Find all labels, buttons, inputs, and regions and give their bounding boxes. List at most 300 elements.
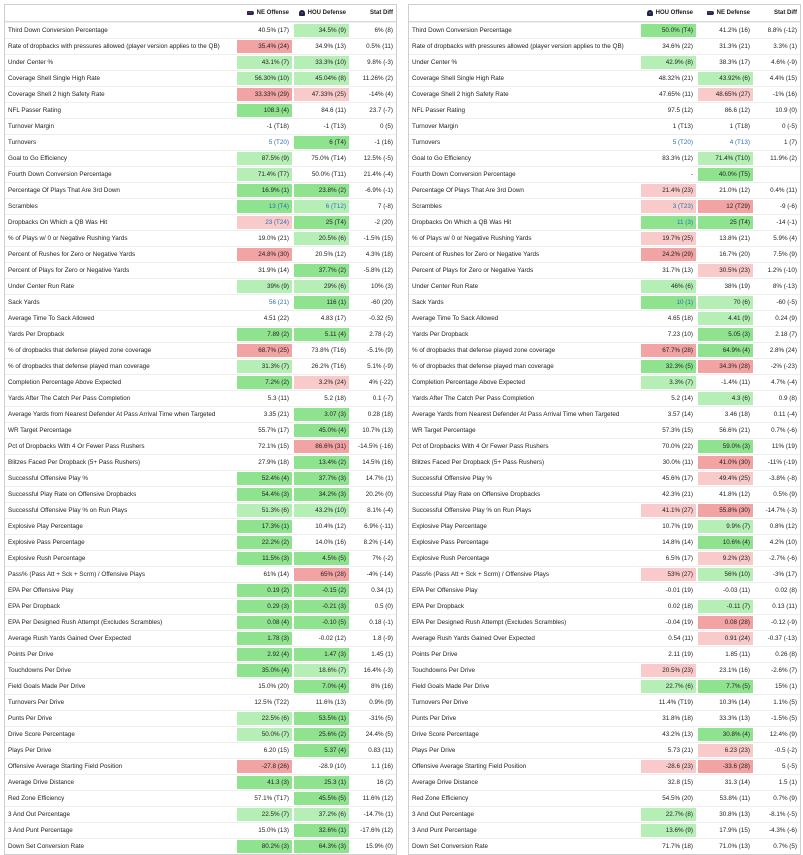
col1-value: 31.9% (14) xyxy=(258,267,289,274)
stat-label: Sack Yards xyxy=(412,299,444,306)
stat-label: Under Center % xyxy=(412,59,458,66)
table-row xyxy=(409,662,800,678)
header-col2[interactable] xyxy=(698,7,753,20)
col2-value: 30.8% (4) xyxy=(698,728,753,741)
stat-diff-value: 0.9 (8) xyxy=(778,395,797,402)
table-row xyxy=(409,390,800,406)
header-label-spacer xyxy=(409,7,641,20)
stat-label: Average Time To Sack Allowed xyxy=(8,315,95,322)
col1-value: 43.2% (13) xyxy=(662,731,693,738)
stat-label: EPA Per Designed Rush Attempt (Excludes Scrambles) xyxy=(412,619,567,626)
stat-diff-value: 10.9 (0) xyxy=(775,107,797,114)
stat-diff-value: -2% (-23) xyxy=(770,363,797,370)
stat-diff-value: -14.5% (-16) xyxy=(358,443,393,450)
patriots-logo-icon xyxy=(247,10,255,16)
table-row xyxy=(409,838,800,854)
table-row xyxy=(5,102,396,118)
stat-label: Average Rush Yards Gained Over Expected xyxy=(412,635,535,642)
table-row xyxy=(409,598,800,614)
table-row xyxy=(5,726,396,742)
col2-value: 64.9% (4) xyxy=(698,344,753,357)
stat-diff-value: -4% (-14) xyxy=(366,571,393,578)
col1-value: 5.2 (14) xyxy=(671,395,693,402)
col2-value: -28.9 (10) xyxy=(318,763,346,770)
header-col2[interactable] xyxy=(294,7,349,20)
stat-label: Third Down Conversion Percentage xyxy=(412,27,512,34)
stat-diff-value: 1 (7) xyxy=(784,139,797,146)
stat-diff-value: -0.5 (-2) xyxy=(774,747,797,754)
col2-value: 41.2% (16) xyxy=(719,27,750,34)
stat-label: 3 And Out Percentage xyxy=(8,811,70,818)
stat-diff-value: 11.6% (12) xyxy=(362,795,393,802)
col1-value: 27.9% (18) xyxy=(258,459,289,466)
col2-value: 4 (T13) xyxy=(729,139,750,146)
stat-diff-value: 2.18 (7) xyxy=(775,331,797,338)
table-row xyxy=(409,358,800,374)
col1-value: 46% (6) xyxy=(641,280,696,293)
stat-label: Down Set Conversion Rate xyxy=(8,843,84,850)
texans-logo-icon xyxy=(646,10,654,16)
texans-logo-icon xyxy=(298,10,306,16)
stat-diff-value: -6.9% (-1) xyxy=(365,187,393,194)
col1-value: 11.5% (3) xyxy=(237,552,292,565)
table-row xyxy=(5,230,396,246)
col2-value: 5.05 (3) xyxy=(698,328,753,341)
table-row xyxy=(5,742,396,758)
col1-value: 35.0% (4) xyxy=(237,664,292,677)
col1-value: -0.04 (19) xyxy=(665,619,693,626)
stat-diff-value: 1.8 (-9) xyxy=(372,635,393,642)
table-row xyxy=(5,502,396,518)
col2-value: 13.4% (2) xyxy=(294,456,349,469)
stat-label: Average Yards from Nearest Defender At Pass Arrival Time when Targeted xyxy=(412,411,620,418)
col2-value: 48.65% (27) xyxy=(698,88,753,101)
table-row xyxy=(5,518,396,534)
col1-value: 97.5 (12) xyxy=(667,107,693,114)
col1-value: 47.65% (11) xyxy=(659,91,693,98)
table-row xyxy=(409,758,800,774)
col2-value: 75.0% (T14) xyxy=(311,155,346,162)
stat-label: Average Drive Distance xyxy=(8,779,75,786)
col1-value: 5 (T20) xyxy=(672,139,693,146)
col2-value: 25 (T4) xyxy=(698,216,753,229)
stat-label: Fourth Down Conversion Percentage xyxy=(8,171,112,178)
header-col2-label: NE Defense xyxy=(716,9,750,16)
stat-label: Coverage Shell 2 high Safety Rate xyxy=(8,91,105,98)
stat-label: Scrambles xyxy=(412,203,442,210)
stat-diff-value: 3.3% (1) xyxy=(773,43,797,50)
col2-value: 84.6 (11) xyxy=(321,107,346,114)
stat-label: EPA Per Designed Rush Attempt (Excludes Scrambles) xyxy=(8,619,163,626)
stat-label: % of dropbacks that defense played man coverage xyxy=(8,363,150,370)
stat-diff-value: 0.4% (11) xyxy=(770,187,797,194)
table-row xyxy=(5,790,396,806)
table-row xyxy=(5,70,396,86)
stat-label: Red Zone Efficiency xyxy=(8,795,65,802)
col1-value: 35.4% (24) xyxy=(237,40,292,53)
stat-diff-value: 15% (1) xyxy=(774,683,797,690)
col1-value: 42.9% (8) xyxy=(641,56,696,69)
stat-label: Turnovers xyxy=(412,139,441,146)
stat-label: Yards After The Catch Per Pass Completion xyxy=(412,395,535,402)
stat-diff-value: 0.7% (5) xyxy=(773,843,797,850)
stat-diff-value: 4.6% (-9) xyxy=(771,59,797,66)
stat-label: Punts Per Drive xyxy=(412,715,457,722)
stat-diff-value: 1.5 (1) xyxy=(778,779,797,786)
table-header xyxy=(5,5,396,22)
stat-diff-value: 4.4% (15) xyxy=(769,75,797,82)
col1-value: 23 (T24) xyxy=(237,216,292,229)
col2-value: 55.8% (30) xyxy=(698,504,753,517)
stat-label: WR Target Percentage xyxy=(8,427,72,434)
col2-value: 21.0% (12) xyxy=(719,187,750,194)
stat-label: Explosive Play Percentage xyxy=(8,523,83,530)
stat-label: Percent of Rushes for Zero or Negative Yards xyxy=(8,251,136,258)
stat-diff-value: 0.8% (12) xyxy=(769,523,797,530)
col1-value: 13 (T4) xyxy=(237,200,292,213)
stat-label: Goal to Go Efficiency xyxy=(8,155,68,162)
table-row xyxy=(5,662,396,678)
stat-label: Coverage Shell 2 high Safety Rate xyxy=(412,91,509,98)
table-row xyxy=(5,214,396,230)
table-row xyxy=(5,582,396,598)
col2-value: 20.5% (12) xyxy=(315,251,346,258)
stat-label: Pass% (Pass Att + Sck + Scrm) / Offensive Plays xyxy=(8,571,146,578)
stat-label: Percent of Plays for Zero or Negative Yards xyxy=(412,267,534,274)
table-row xyxy=(5,278,396,294)
table-row xyxy=(5,166,396,182)
table-row xyxy=(5,54,396,70)
table-row xyxy=(5,806,396,822)
col1-value: 3.57 (14) xyxy=(667,411,693,418)
col1-value: 30.0% (11) xyxy=(662,459,693,466)
table-row xyxy=(409,86,800,102)
stat-diff-value: 10.7% (13) xyxy=(362,427,393,434)
stat-diff-value: 12.5% (-5) xyxy=(363,155,393,162)
stat-diff-value: -1 (16) xyxy=(374,139,393,146)
col1-value: 2.11 (19) xyxy=(668,651,693,658)
table-row xyxy=(409,70,800,86)
header-col1-label: HOU Offense xyxy=(655,9,693,16)
stat-label: Explosive Pass Percentage xyxy=(8,539,85,546)
col1-value: 57.3% (15) xyxy=(662,427,693,434)
col2-value: 32.6% (1) xyxy=(294,824,349,837)
stat-diff-value: 0.13 (11) xyxy=(772,603,797,610)
stat-diff-value: -31% (5) xyxy=(368,715,393,722)
stat-label: Turnovers Per Drive xyxy=(412,699,469,706)
col2-value: 23.1% (16) xyxy=(719,667,750,674)
col2-value: 56.6% (21) xyxy=(719,427,750,434)
col2-value: 59.0% (3) xyxy=(698,440,753,453)
col1-value: 7.2% (2) xyxy=(237,376,292,389)
table-row xyxy=(5,822,396,838)
stat-diff-value: 5 (-5) xyxy=(781,763,797,770)
stat-label: Successful Play Rate on Offensive Dropbacks xyxy=(412,491,541,498)
table-row xyxy=(5,374,396,390)
col2-value: 5.37 (4) xyxy=(294,744,349,757)
col2-value: 56% (10) xyxy=(698,568,753,581)
col1-value: 24.8% (30) xyxy=(237,248,292,261)
col2-value: 23.8% (2) xyxy=(294,184,349,197)
header-col1[interactable] xyxy=(237,7,292,20)
col1-value: -0.01 (19) xyxy=(665,587,693,594)
table-row xyxy=(409,22,800,38)
col2-value: 1.85 (11) xyxy=(725,651,750,658)
col1-value: 19.0% (21) xyxy=(258,235,289,242)
table-row xyxy=(409,454,800,470)
stat-label: Drive Score Percentage xyxy=(412,731,479,738)
stat-diff-value: 0.5 (0) xyxy=(374,603,393,610)
col2-value: 5.2 (18) xyxy=(324,395,346,402)
table-row xyxy=(409,614,800,630)
stat-label: Field Goals Made Per Drive xyxy=(8,683,86,690)
col1-value: 1.78 (3) xyxy=(237,632,292,645)
table-row xyxy=(409,422,800,438)
stat-diff-value: 1.1 (16) xyxy=(371,763,393,770)
stat-label: Rate of dropbacks with pressures allowed (player version applies to the QB) xyxy=(412,43,624,50)
col2-value: 6 (T4) xyxy=(294,136,349,149)
col1-value: 6.5% (17) xyxy=(665,555,693,562)
col1-value: 56.30% (10) xyxy=(237,72,292,85)
table-row xyxy=(409,326,800,342)
table-header xyxy=(409,5,800,22)
stat-diff-value: 7% (-2) xyxy=(372,555,393,562)
stat-diff-value: 16 (2) xyxy=(376,779,393,786)
stat-label: EPA Per Offensive Play xyxy=(8,587,74,594)
table-row xyxy=(409,166,800,182)
col2-value: 34.3% (28) xyxy=(698,360,753,373)
stat-label: 3 And Punt Percentage xyxy=(412,827,477,834)
stat-diff-value: -2 (20) xyxy=(374,219,393,226)
table-row xyxy=(409,502,800,518)
col2-value: 53.5% (1) xyxy=(294,712,349,725)
stat-diff-value: 9.8% (-3) xyxy=(367,59,393,66)
stat-label: Down Set Conversion Rate xyxy=(412,843,488,850)
header-col3[interactable] xyxy=(351,7,396,20)
col2-value: 13.8% (21) xyxy=(719,235,750,242)
stat-diff-value: 1.2% (-10) xyxy=(767,267,797,274)
col1-value: 0.54 (11) xyxy=(668,635,693,642)
stat-diff-value: 6% (8) xyxy=(374,27,393,34)
stat-diff-value: 12.4% (9) xyxy=(769,731,797,738)
col1-value: 22.5% (7) xyxy=(237,808,292,821)
col2-value: 37.2% (6) xyxy=(294,808,349,821)
stat-diff-value: 0.11 (-4) xyxy=(773,411,797,418)
col1-value: -28.6 (23) xyxy=(641,760,696,773)
col1-value: 3 (T23) xyxy=(641,200,696,213)
stat-diff-value: 2.8% (24) xyxy=(769,347,797,354)
table-row xyxy=(409,518,800,534)
col1-value: 71.7% (18) xyxy=(662,843,693,850)
table-row xyxy=(409,102,800,118)
stat-diff-value: 4.2% (10) xyxy=(769,539,797,546)
table-row xyxy=(5,198,396,214)
stat-label: Explosive Play Percentage xyxy=(412,523,487,530)
col2-value: 9.2% (23) xyxy=(698,552,753,565)
stat-diff-value: 6.9% (-11) xyxy=(364,523,393,530)
col2-value: 43.92% (6) xyxy=(698,72,753,85)
stat-label: Plays Per Drive xyxy=(412,747,456,754)
table-body xyxy=(409,22,800,854)
stat-diff-value: -14% (4) xyxy=(368,91,393,98)
stat-label: Offensive Average Starting Field Position xyxy=(412,763,527,770)
col1-value: 4.51 (22) xyxy=(263,315,289,322)
stat-label: % of dropbacks that defense played zone coverage xyxy=(412,347,556,354)
stat-label: Rate of dropbacks with pressures allowed (player version applies to the QB) xyxy=(8,43,220,50)
stat-diff-value: 15.9% (0) xyxy=(365,843,393,850)
col1-value: 61% (14) xyxy=(263,571,289,578)
stat-diff-value: -3% (17) xyxy=(772,571,797,578)
col2-value: 38% (19) xyxy=(724,283,750,290)
col1-value: 50.0% (T4) xyxy=(641,24,696,37)
stat-diff-value: 23.7 (-7) xyxy=(369,107,393,114)
stat-label: Coverage Shell Single High Rate xyxy=(8,75,101,82)
col1-value: 3.35 (21) xyxy=(263,411,289,418)
ne-offense-vs-hou-defense-table xyxy=(4,4,397,855)
col1-value: 72.1% (15) xyxy=(258,443,289,450)
stat-label: WR Target Percentage xyxy=(412,427,476,434)
col1-value: 11.4% (T19) xyxy=(658,699,693,706)
header-label-spacer xyxy=(5,7,237,20)
col2-value: -1 (T13) xyxy=(323,123,346,130)
table-row xyxy=(5,326,396,342)
stat-label: 3 And Punt Percentage xyxy=(8,827,73,834)
col1-value: 15.0% (13) xyxy=(258,827,289,834)
col1-value: 68.7% (25) xyxy=(237,344,292,357)
col1-value: 10.7% (19) xyxy=(662,523,693,530)
stat-label: Plays Per Drive xyxy=(8,747,52,754)
col2-value: 7.0% (4) xyxy=(294,680,349,693)
stat-diff-value: -9 (-6) xyxy=(779,203,797,210)
col2-value: 43.2% (10) xyxy=(294,504,349,517)
table-row xyxy=(409,710,800,726)
stat-diff-value: -14 (-1) xyxy=(776,219,797,226)
header-col1[interactable] xyxy=(641,7,696,20)
stat-diff-value: -4.3% (-6) xyxy=(769,827,797,834)
stat-label: Turnover Margin xyxy=(8,123,54,130)
stat-label: Explosive Pass Percentage xyxy=(412,539,489,546)
col2-value: 5.11 (4) xyxy=(294,328,349,341)
col1-value: 7.23 (10) xyxy=(667,331,693,338)
stat-label: EPA Per Dropback xyxy=(412,603,465,610)
col2-value: 29% (6) xyxy=(294,280,349,293)
col1-value: 50.0% (7) xyxy=(237,728,292,741)
col1-value: 5 (T20) xyxy=(268,139,289,146)
stat-diff-value: 1.45 (1) xyxy=(371,651,393,658)
col1-value: 31.7% (13) xyxy=(662,267,693,274)
stat-diff-value: -0.37 (-13) xyxy=(767,635,797,642)
col1-value: 0.08 (4) xyxy=(237,616,292,629)
table-row xyxy=(409,694,800,710)
stat-label: Turnovers xyxy=(8,139,37,146)
col1-value: 22.7% (8) xyxy=(641,808,696,821)
stat-label: Under Center Run Rate xyxy=(412,283,479,290)
stat-diff-value: -1.5% (15) xyxy=(363,235,393,242)
stat-diff-value: -0.32 (5) xyxy=(369,315,393,322)
col1-value: 5.73 (21) xyxy=(667,747,693,754)
col2-value: 37.7% (2) xyxy=(294,264,349,277)
header-col3-label: Stat Diff xyxy=(370,9,393,16)
col2-value: 17.9% (15) xyxy=(719,827,750,834)
stat-label: Average Time To Sack Allowed xyxy=(412,315,499,322)
table-row xyxy=(5,150,396,166)
stat-label: Explosive Rush Percentage xyxy=(8,555,86,562)
stat-diff-value: -11% (-19) xyxy=(767,459,797,466)
stat-diff-value: 0.24 (9) xyxy=(775,315,797,322)
stat-diff-value: 2.78 (-2) xyxy=(369,331,393,338)
col2-value: 30.8% (13) xyxy=(719,811,750,818)
table-row xyxy=(409,54,800,70)
col2-value: 86.6% (31) xyxy=(294,440,349,453)
col2-value: 33.3% (13) xyxy=(719,715,750,722)
header-col3[interactable] xyxy=(755,7,800,20)
table-row xyxy=(5,22,396,38)
stat-label: Yards After The Catch Per Pass Completion xyxy=(8,395,131,402)
col2-value: 45.0% (4) xyxy=(294,424,349,437)
stat-diff-value: -17.6% (12) xyxy=(360,827,393,834)
table-row xyxy=(5,390,396,406)
table-row xyxy=(409,150,800,166)
col1-value: 56 (21) xyxy=(269,299,289,306)
col2-value: 18.6% (7) xyxy=(294,664,349,677)
stat-label: Under Center % xyxy=(8,59,54,66)
col1-value: 15.0% (20) xyxy=(258,683,289,690)
col2-value: 47.33% (25) xyxy=(294,88,349,101)
col1-value: 6.20 (15) xyxy=(263,747,289,754)
stat-label: Scrambles xyxy=(8,203,38,210)
col2-value: 4.41 (9) xyxy=(698,312,753,325)
col1-value: 54.4% (3) xyxy=(237,488,292,501)
stat-diff-value: 20.2% (0) xyxy=(365,491,393,498)
stat-diff-value: 11% (19) xyxy=(771,443,797,450)
col1-value: 12.5% (T22) xyxy=(254,699,289,706)
col2-value: 25 (T4) xyxy=(294,216,349,229)
table-row xyxy=(409,246,800,262)
col2-value: -0.21 (3) xyxy=(294,600,349,613)
col1-value: 31.3% (7) xyxy=(237,360,292,373)
stat-label: Successful Play Rate on Offensive Dropbacks xyxy=(8,491,137,498)
col2-value: 34.2% (3) xyxy=(294,488,349,501)
stat-label: Red Zone Efficiency xyxy=(412,795,469,802)
col2-value: 9.9% (7) xyxy=(698,520,753,533)
stat-diff-value: -14.7% (1) xyxy=(363,811,393,818)
col2-value: -0.11 (7) xyxy=(698,600,753,613)
stat-label: Points Per Drive xyxy=(8,651,54,658)
stat-diff-value: 0.18 (-1) xyxy=(369,619,393,626)
stat-label: % of dropbacks that defense played man coverage xyxy=(412,363,554,370)
col2-value: 71.0% (13) xyxy=(719,843,750,850)
stat-diff-value: 8.8% (-12) xyxy=(767,27,797,34)
table-row xyxy=(5,262,396,278)
col1-value: 40.5% (17) xyxy=(258,27,289,34)
stat-label: Sack Yards xyxy=(8,299,40,306)
stat-label: Pass% (Pass Att + Sck + Scrm) / Offensive Plays xyxy=(412,571,550,578)
stat-label: Pct of Dropbacks With 4 Or Fewer Pass Rushers xyxy=(8,443,145,450)
table-row xyxy=(5,566,396,582)
table-row xyxy=(409,182,800,198)
col2-value: 50.0% (T11) xyxy=(311,171,346,178)
col2-value: 4.5% (5) xyxy=(294,552,349,565)
stat-label: Successful Offensive Play % xyxy=(412,475,493,482)
stat-diff-value: -60 (20) xyxy=(370,299,393,306)
table-row xyxy=(5,294,396,310)
col2-value: 38.3% (17) xyxy=(719,59,750,66)
table-row xyxy=(5,470,396,486)
stat-diff-value: -1% (16) xyxy=(772,91,797,98)
col2-value: -0.03 (11) xyxy=(723,587,750,594)
col2-value: 71.4% (T10) xyxy=(698,152,753,165)
col1-value: 14.8% (14) xyxy=(662,539,693,546)
